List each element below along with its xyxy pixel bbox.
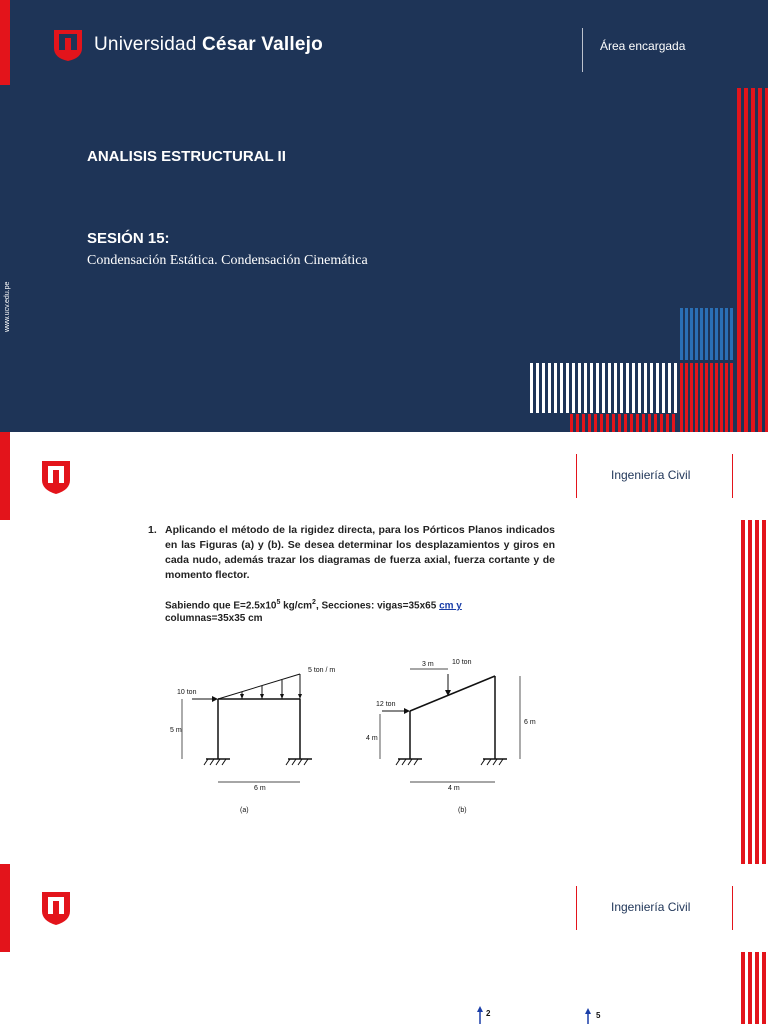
website-label: www.ucv.edu.pe xyxy=(4,281,11,332)
department-label: Ingeniería Civil xyxy=(611,900,691,914)
problem-number: 1. xyxy=(148,524,157,536)
area-label: Área encargada xyxy=(600,39,686,53)
header-divider-left xyxy=(576,454,577,498)
left-red-bar xyxy=(0,0,10,85)
decorative-stripes xyxy=(520,80,768,432)
course-title: ANALISIS ESTRUCTURAL II xyxy=(87,148,286,165)
session-subtitle: Condensación Estática. Condensación Cinemática xyxy=(87,253,368,268)
given-data: Sabiendo que $E=2.5x10^5$ $kg/cm^2$, Secciones: vigas=35x65 cm y columnas=35x35 cm xyxy=(165,599,462,625)
fig-b-span: 4 m xyxy=(448,785,460,792)
left-red-bar xyxy=(0,432,10,520)
ucv-logo-icon xyxy=(40,459,72,495)
fig-b-left-height: 4 m xyxy=(366,735,378,742)
frame-a xyxy=(182,674,312,782)
node-markers xyxy=(470,1004,620,1024)
university-brand xyxy=(52,28,323,62)
frame-diagrams xyxy=(160,644,560,844)
fig-b-top-offset: 3 m xyxy=(422,661,434,668)
header-divider-right xyxy=(732,886,733,930)
fig-a-dist-load: 5 ton / m xyxy=(308,667,336,674)
fig-b-top-load: 10 ton xyxy=(452,659,472,666)
fig-b-side-load: 12 ton xyxy=(376,701,396,708)
decorative-stripes xyxy=(740,952,768,1024)
fig-b-caption: (b) xyxy=(458,807,467,814)
node-5-label: 5 xyxy=(596,1011,601,1020)
fig-a-height: 5 m xyxy=(170,727,182,734)
problem-slide xyxy=(0,432,768,864)
session-title: SESIÓN 15: xyxy=(87,230,170,247)
problem-text: Aplicando el método de la rigidez directa, para los Pórticos Planos indicados en las Figuras (a) y (b). Se desea determinar los desplazamientos y giros en cada nudo, además trazar los diagramas de fuerza axial, fuerza cortante y de momento flector. xyxy=(165,524,555,581)
node-2-label: 2 xyxy=(486,1009,491,1018)
next-slide xyxy=(0,864,768,1024)
title-slide xyxy=(0,0,768,432)
ucv-logo-icon xyxy=(40,890,72,926)
ucv-logo-icon xyxy=(52,28,84,62)
frame-b xyxy=(380,669,520,782)
left-red-bar xyxy=(0,864,10,952)
fig-a-caption: (a) xyxy=(240,807,249,814)
fig-b-right-height: 6 m xyxy=(524,719,536,726)
department-label: Ingeniería Civil xyxy=(611,468,691,482)
fig-a-span: 6 m xyxy=(254,785,266,792)
header-divider xyxy=(582,28,583,72)
decorative-stripes xyxy=(740,520,768,864)
problem-statement xyxy=(148,523,555,583)
fig-a-point-load: 10 ton xyxy=(177,689,197,696)
brand-name: Universidad César Vallejo xyxy=(94,34,323,55)
header-divider-left xyxy=(576,886,577,930)
header-divider-right xyxy=(732,454,733,498)
